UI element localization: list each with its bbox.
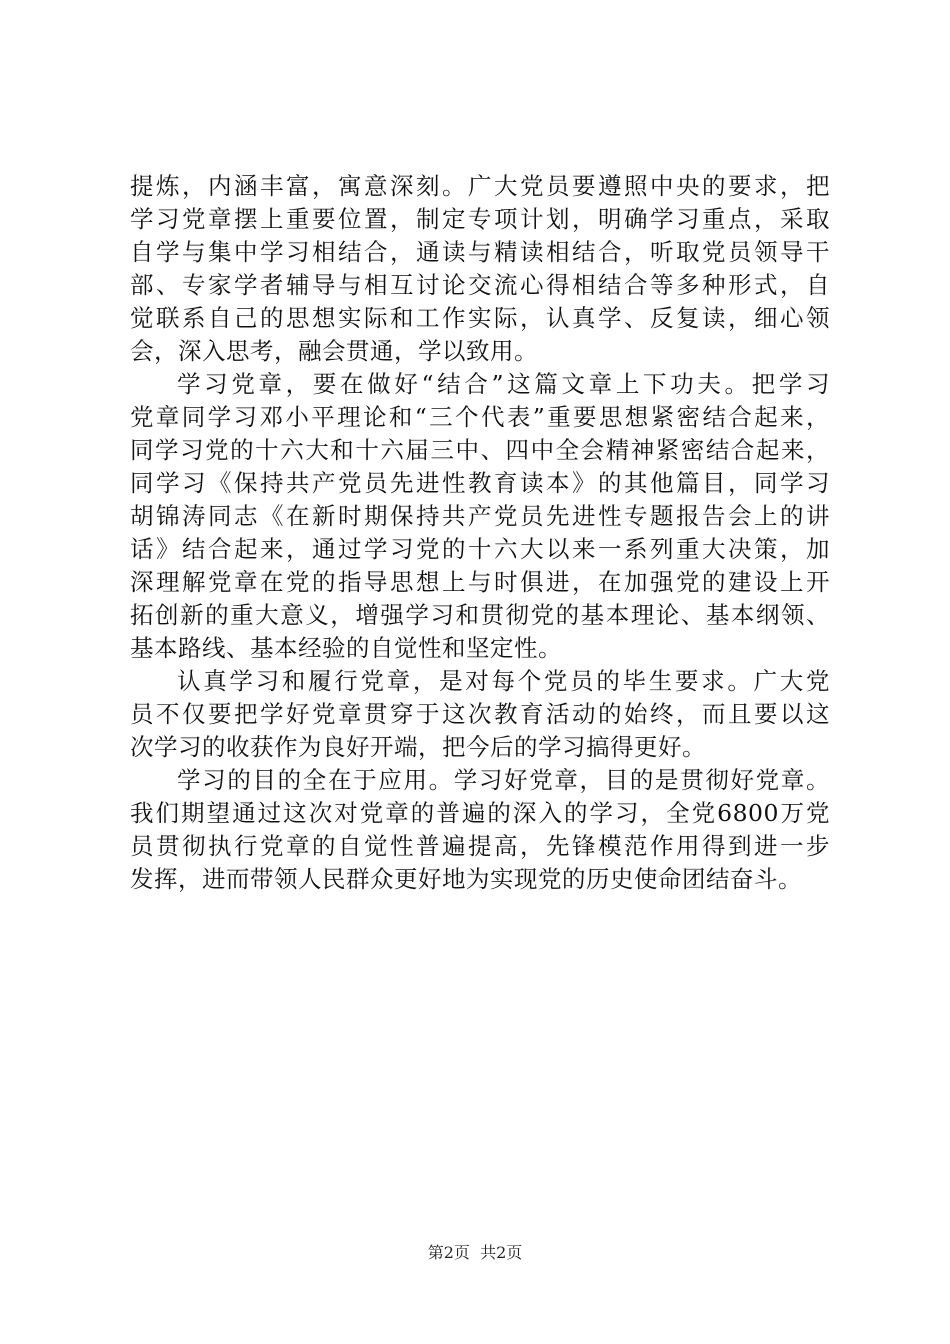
text-line: 自学与集中学习相结合，通读与精读相结合，听取党员领导干 [130, 238, 830, 266]
text-line: 员不仅要把学好党章贯穿于这次教育活动的始终，而且要以这 [130, 700, 830, 728]
text-line: 话》结合起来，通过学习党的十六大以来一系列重大决策，加 [130, 535, 830, 563]
text-line: 发挥，进而带领人民群众更好地为实现党的历史使命团结奋斗。 [130, 865, 802, 893]
text-line: 次学习的收获作为良好开端，把今后的学习搞得更好。 [130, 733, 706, 761]
text-line: 学习党章，要在做好“结合”这篇文章上下功夫。把学习 [177, 370, 830, 398]
text-line: 深理解党章在党的指导思想上与时俱进，在加强党的建设上开 [130, 568, 830, 596]
text-line: 员贯彻执行党章的自觉性普遍提高，先锋模范作用得到进一步 [130, 832, 830, 860]
text-line: 认真学习和履行党章，是对每个党员的毕生要求。广大党 [177, 667, 830, 695]
text-line: 拓创新的重大意义，增强学习和贯彻党的基本理论、基本纲领、 [130, 601, 830, 629]
document-body [130, 170, 830, 896]
page-number-label: 第2页 共2页 [427, 1243, 523, 1262]
text-line: 我们期望通过这次对党章的普遍的深入的学习，全党6800万党 [130, 799, 830, 827]
paragraph [130, 665, 830, 764]
text-line: 基本路线、基本经验的自觉性和坚定性。 [130, 634, 562, 662]
paragraph [130, 170, 830, 368]
text-line: 会，深入思考，融会贯通，学以致用。 [130, 337, 538, 365]
text-line: 部、专家学者辅导与相互讨论交流心得相结合等多种形式，自 [130, 271, 830, 299]
paragraph [130, 368, 830, 665]
paragraph [130, 764, 830, 896]
text-line: 同学习党的十六大和十六届三中、四中全会精神紧密结合起来， [130, 436, 830, 464]
text-line: 党章同学习邓小平理论和“三个代表”重要思想紧密结合起来， [130, 403, 830, 431]
text-line: 提炼，内涵丰富，寓意深刻。广大党员要遵照中央的要求，把 [130, 172, 830, 200]
page-footer [0, 1243, 950, 1263]
text-line: 觉联系自己的思想实际和工作实际，认真学、反复读，细心领 [130, 304, 830, 332]
text-line: 学习党章摆上重要位置，制定专项计划，明确学习重点，采取 [130, 205, 830, 233]
text-line: 胡锦涛同志《在新时期保持共产党员先进性专题报告会上的讲 [130, 502, 830, 530]
text-line: 同学习《保持共产党员先进性教育读本》的其他篇目，同学习 [130, 469, 830, 497]
text-line: 学习的目的全在于应用。学习好党章，目的是贯彻好党章。 [177, 766, 830, 794]
